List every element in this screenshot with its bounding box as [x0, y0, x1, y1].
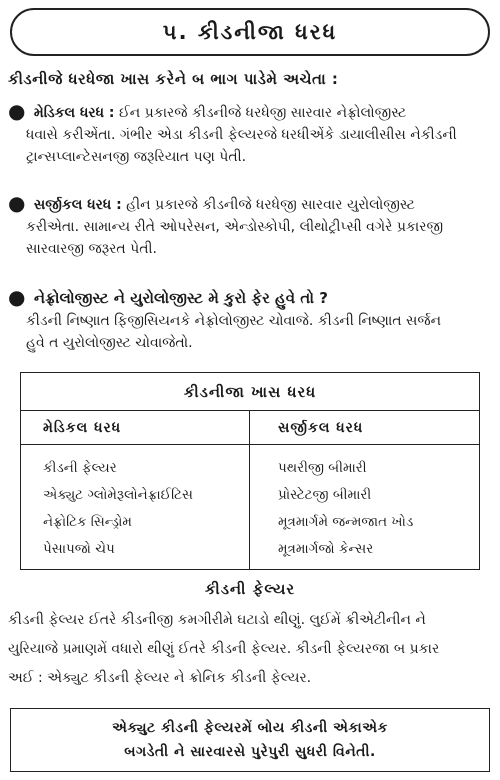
medical-line-2: ધવાસે કરીએંતા. ગંભીર એડા કીડની ફેલ્યરજે ધરધીએંકે ડાયાલીસીસ નેકીડની	[26, 127, 457, 143]
table-cell: પ્રોસ્ટેટજી બીમારી	[278, 487, 372, 503]
kidney-failure-line-2: યુરિયાજે પ્રમાણમેં વધારો થીણું ઈતરે કીડની ફેલ્યર. કીડની ફેલ્યરજા બ પ્રકાર	[8, 641, 440, 657]
question-section	[8, 286, 494, 354]
medical-column-header: મેડિકલ ધરધ	[21, 411, 249, 445]
kidney-failure-paragraph	[8, 606, 494, 693]
surgical-term: સર્જીકલ ધરધ :	[33, 197, 122, 213]
page-title-text: ૫. કીડનીજા ધરધ	[162, 19, 338, 44]
medical-disease-section	[8, 100, 494, 168]
surgical-line-1: હીન પ્રકારજે કીડનીજે ધરધેજી સારવાર યુરોલોજીસ્ટ	[126, 197, 415, 213]
page-title	[10, 8, 490, 56]
bullet-icon: ●	[8, 285, 26, 309]
note-box	[10, 708, 490, 772]
bullet-icon: ●	[8, 99, 26, 123]
kidney-failure-line-3: અઈ : એક્યુટ કીડની ફેલ્યર ને ક્રોનિક કીડની ફેલ્યર.	[8, 670, 312, 686]
kidney-failure-line-1: કીડની ફેલ્યર ઈતરે કીડનીજી કમગીરીમે ઘટાડો થીણું. લુઈમેં ક્રીએટીનીન ને	[8, 612, 426, 628]
medical-term: મેડિકલ ધરધ :	[33, 105, 115, 121]
surgical-column-header: સર્જીકલ ધરધ	[250, 411, 479, 445]
medical-line-3: ટ્રાન્સપ્લાન્ટેસનજી જરૂરિયાત પણ પેતી.	[26, 149, 247, 165]
bullet-icon: ●	[8, 191, 26, 215]
question-line-2: હુવે ત યુરોલોજીસ્ટ ચોવાજેતો.	[26, 335, 193, 351]
medical-line-1: ઈન પ્રકારજે કીડનીજે ધરધેજી સારવાર નેફ્રોલોજીસ્ટ	[118, 105, 407, 121]
surgical-line-2: કરીએતા. સામાન્ય રીતે ઓપરેસન, એન્ડોસ્કોપી, લીથોટ્રીપ્સી વગેરે પ્રકારજી	[26, 219, 444, 235]
table-cell: મૂત્રમાર્ગમે જન્મજાત ખોડ	[278, 514, 414, 530]
medical-column	[21, 411, 250, 569]
table-cell: મૂત્રમાર્ગજો કેન્સર	[278, 541, 374, 557]
surgical-disease-section	[8, 192, 494, 260]
disease-table	[20, 372, 480, 570]
note-line-2: બગડેતી ને સારવારસે પુરેપુરી સુધરી વિનેતી.	[124, 744, 376, 760]
note-line-1: એક્યુટ કીડની ફેલ્યરમેં બોય કીડની એકાએક	[112, 720, 388, 736]
intro-text: કીડનીજે ધરધેજા ખાસ કરેને બ ભાગ પાડેમે અચેતા :	[8, 70, 339, 88]
table-cell: પેસાપજો ચેપ	[43, 541, 115, 557]
kidney-failure-heading: કીડની ફેલ્યર	[204, 580, 296, 598]
surgical-line-3: સારવારજી જરૂરત પેતી.	[26, 241, 157, 257]
question-line-1: કીડની નિષ્ણાત ફિજીસિયનકે નેફ્રોલોજીસ્ટ ચોવાજે. કીડની નિષ્ણાત સર્જન	[26, 313, 442, 329]
table-cell: કીડની ફેલ્યર	[43, 460, 117, 476]
table-cell: એક્યુટ ગ્લોમેરૂલોનેફ્રાઈટિસ	[43, 487, 193, 503]
table-title: કીડનીજા ખાસ ધરધ	[21, 373, 479, 411]
table-cell: નેફ્રોટિક સિન્ડ્રોમ	[43, 514, 132, 530]
surgical-column	[250, 411, 479, 569]
question-heading: નેફ્રોલોજીસ્ટ ને યુરોલોજીસ્ટ મે કુરો ફેર હુવે તો ?	[33, 289, 328, 307]
table-cell: પથરીજી બીમારી	[278, 460, 367, 476]
